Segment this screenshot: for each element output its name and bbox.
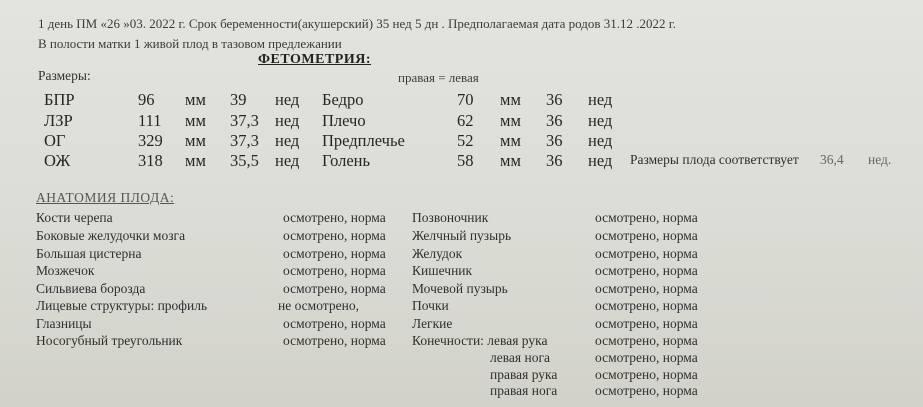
anatomy-right-label: Кишечник xyxy=(412,263,473,278)
fetometry-title: ФЕТОМЕТРИЯ: xyxy=(258,52,372,67)
anatomy-left-result: не осмотрено, xyxy=(278,298,359,313)
anatomy-left-label: Сильвиева борозда xyxy=(36,281,146,296)
anatomy-right-label: левая нога xyxy=(490,350,551,365)
fetometry-right-value: 52 xyxy=(457,131,474,150)
anatomy-right-result: осмотрено, норма xyxy=(595,228,698,243)
fetometry-right-name: Бедро xyxy=(322,90,364,109)
fetometry-right-value: 58 xyxy=(457,151,474,170)
anatomy-left-result: осмотрено, норма xyxy=(283,246,386,261)
fetometry-right-name: Голень xyxy=(322,151,371,170)
anatomy-right-result: осмотрено, норма xyxy=(595,263,698,278)
anatomy-right-result: осмотрено, норма xyxy=(595,383,698,398)
anatomy-right-label: Желчный пузырь xyxy=(412,228,512,243)
fetometry-right-week-unit: нед xyxy=(588,90,613,109)
fetometry-right-value: 62 xyxy=(457,111,474,130)
fetometry-right-unit: мм xyxy=(500,151,521,170)
fetometry-left-unit: мм xyxy=(185,111,206,130)
header-line-1: 1 день ПМ «26 »03. 2022 г. Срок беременности(акушерский) 35 нед 5 дн . Предполагаемая дата родов 31.12 .2022 г. xyxy=(38,16,676,31)
fetometry-left-name: БПР xyxy=(44,90,75,109)
fetometry-right-week-unit: нед xyxy=(588,151,613,170)
fetometry-left-weeks: 35,5 xyxy=(230,151,259,170)
anatomy-right-result: осмотрено, норма xyxy=(595,316,698,331)
anatomy-right-result: осмотрено, норма xyxy=(595,367,698,382)
summary-unit: нед. xyxy=(868,152,892,167)
fetometry-left-value: 111 xyxy=(138,111,162,130)
fetometry-right-name: Предплечье xyxy=(322,131,405,150)
fetometry-right-weeks: 36 xyxy=(546,111,563,130)
anatomy-left-label: Лицевые структуры: профиль xyxy=(36,298,208,313)
anatomy-left-result: осмотрено, норма xyxy=(283,228,386,243)
anatomy-right-label: Позвоночник xyxy=(412,210,489,225)
anatomy-right-result: осмотрено, норма xyxy=(595,350,698,365)
fetometry-right-unit: мм xyxy=(500,90,521,109)
anatomy-left-label: Кости черепа xyxy=(36,210,113,225)
fetometry-left-weeks: 37,3 xyxy=(230,111,259,130)
fetometry-left-value: 318 xyxy=(138,151,163,170)
fetometry-left-value: 96 xyxy=(138,90,155,109)
fetometry-right-week-unit: нед xyxy=(588,131,613,150)
sizes-label: Размеры: xyxy=(38,68,91,83)
fetometry-left-name: ЛЗР xyxy=(44,111,73,130)
summary-value: 36,4 xyxy=(820,152,844,167)
anatomy-left-result: осмотрено, норма xyxy=(283,316,386,331)
fetometry-left-value: 329 xyxy=(138,131,163,150)
anatomy-right-label: Конечности: левая рука xyxy=(412,333,548,348)
anatomy-right-result: осмотрено, норма xyxy=(595,281,698,296)
fetometry-right-unit: мм xyxy=(500,111,521,130)
fetometry-left-week-unit: нед xyxy=(275,131,300,150)
fetometry-right-unit: мм xyxy=(500,131,521,150)
anatomy-title: АНАТОМИЯ ПЛОДА: xyxy=(36,190,175,205)
fetometry-left-week-unit: нед xyxy=(275,111,300,130)
anatomy-left-label: Большая цистерна xyxy=(36,246,142,261)
anatomy-right-label: Легкие xyxy=(412,316,453,331)
fetometry-right-weeks: 36 xyxy=(546,151,563,170)
fetometry-right-weeks: 36 xyxy=(546,90,563,109)
anatomy-right-label: Желудок xyxy=(412,246,463,261)
anatomy-right-label: правая нога xyxy=(490,383,558,398)
fetometry-right-value: 70 xyxy=(457,90,474,109)
fetometry-left-unit: мм xyxy=(185,151,206,170)
fetometry-left-week-unit: нед xyxy=(275,90,300,109)
anatomy-right-label: Почки xyxy=(412,298,449,313)
anatomy-right-result: осмотрено, норма xyxy=(595,333,698,348)
anatomy-left-label: Носогубный треугольник xyxy=(36,333,183,348)
side-label: правая = левая xyxy=(398,70,479,85)
anatomy-left-label: Мозжечок xyxy=(36,263,95,278)
anatomy-left-result: осмотрено, норма xyxy=(283,333,386,348)
anatomy-left-result: осмотрено, норма xyxy=(283,210,386,225)
anatomy-left-label: Глазницы xyxy=(36,316,92,331)
anatomy-right-result: осмотрено, норма xyxy=(595,246,698,261)
anatomy-right-label: правая рука xyxy=(490,367,558,382)
fetometry-left-weeks: 39 xyxy=(230,90,247,109)
anatomy-right-result: осмотрено, норма xyxy=(595,210,698,225)
fetometry-left-name: ОГ xyxy=(44,131,66,150)
header-line-2: В полости матки 1 живой плод в тазовом предлежании xyxy=(38,36,342,51)
summary-label: Размеры плода соответствует xyxy=(630,152,799,167)
fetometry-right-name: Плечо xyxy=(322,111,366,130)
fetometry-right-weeks: 36 xyxy=(546,131,563,150)
anatomy-right-result: осмотрено, норма xyxy=(595,298,698,313)
fetometry-left-unit: мм xyxy=(185,90,206,109)
fetometry-left-name: ОЖ xyxy=(44,151,71,170)
fetometry-left-weeks: 37,3 xyxy=(230,131,259,150)
fetometry-left-unit: мм xyxy=(185,131,206,150)
anatomy-left-result: осмотрено, норма xyxy=(283,281,386,296)
fetometry-left-week-unit: нед xyxy=(275,151,300,170)
anatomy-left-label: Боковые желудочки мозга xyxy=(36,228,186,243)
fetometry-right-week-unit: нед xyxy=(588,111,613,130)
anatomy-left-result: осмотрено, норма xyxy=(283,263,386,278)
anatomy-right-label: Мочевой пузырь xyxy=(412,281,508,296)
